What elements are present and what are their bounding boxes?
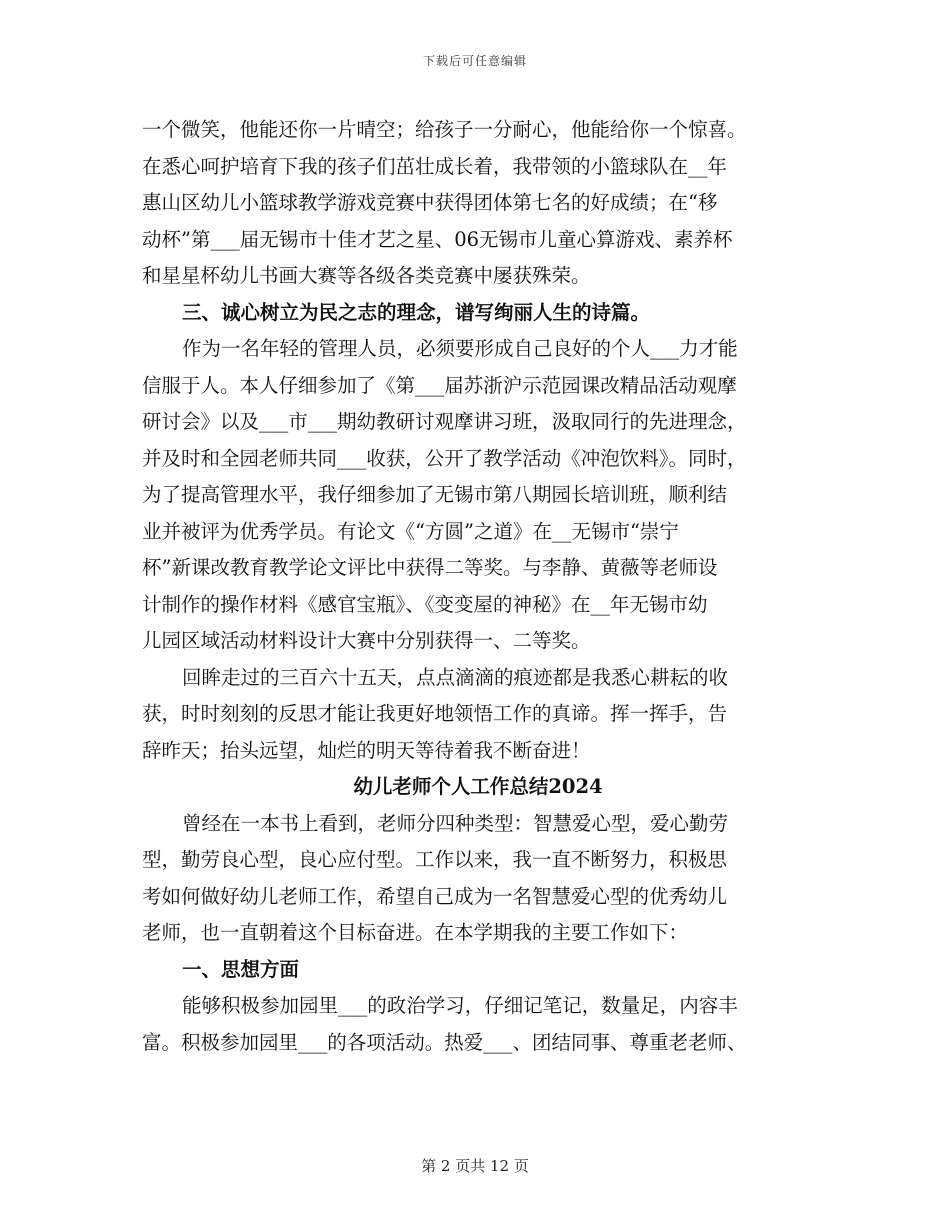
text-line: 富。积极参加园里___的各项活动。热爱___、团结同事、尊重老老师、 (142, 1030, 747, 1054)
paragraph-first-line: 回眸走过的三百六十五天，点点滴滴的痕迹都是我悉心耕耘的收 (182, 665, 729, 689)
text-line: 老师，也一直朝着这个目标奋进。在本学期我的主要工作如下： (142, 921, 689, 944)
text-line: 杯”新课改教育教学论文评比中获得二等奖。与李静、黄薇等老师设 (142, 556, 718, 579)
text-line: 在悉心呵护培育下我的孩子们茁壮成长着，我带领的小篮球队在__年 (142, 154, 728, 178)
paragraph-first-line: 能够积极参加园里___的政治学习，仔细记笔记，数量足，内容丰 (182, 994, 738, 1017)
document-body (142, 112, 814, 1061)
document-title: 幼儿老师个人工作总结2024 (353, 775, 603, 798)
paragraph-first-line: 作为一名年轻的管理人员，必须要形成自己良好的个人___力才能 (182, 337, 738, 360)
text-line: 并及时和全园老师共同___收获，公开了教学活动《冲泡饮料》。同时， (142, 446, 747, 470)
text-line: 信服于人。本人仔细参加了《第___届苏浙沪示范园课改精品活动观摩 (142, 373, 737, 397)
section-heading: 一、思想方面 (182, 957, 300, 981)
text-line: 和星星杯幼儿书画大赛等各级各类竞赛中屡获殊荣。 (142, 264, 591, 287)
text-line: 计制作的操作材料《感官宝瓶》、《变变屋的神秘》在__年无锡市幼 (142, 592, 708, 616)
text-line: 儿园区域活动材料设计大赛中分别获得一、二等奖。 (142, 629, 591, 652)
text-line: 动杯”第___届无锡市十佳才艺之星、06无锡市儿童心算游戏、素养杯 (142, 227, 733, 251)
page-header-note: 下载后可任意编辑 (422, 54, 527, 68)
text-line: 辞昨天；抬头远望，灿烂的明天等待着我不断奋进！ (142, 738, 591, 762)
text-line: 为了提高管理水平，我仔细参加了无锡市第八期园长培训班，顺利结 (142, 483, 728, 506)
text-line: 惠山区幼儿小篮球教学游戏竞赛中获得团体第七名的好成绩；在“移 (142, 191, 718, 214)
text-line: 研讨会》以及___市___期幼教研讨观摩讲习班，汲取同行的先进理念， (142, 410, 747, 433)
paragraph-first-line: 曾经在一本书上看到，老师分四种类型：智慧爱心型，爱心勤劳 (182, 811, 729, 835)
text-line: 一个微笑，他能还你一片晴空；给孩子一分耐心，他能给你一个惊喜。 (142, 118, 747, 141)
text-line: 型，勤劳良心型，良心应付型。工作以来，我一直不断努力，积极思 (142, 848, 728, 871)
text-line: 业并被评为优秀学员。有论文《“方圆”之道》在__无锡市“崇宁 (142, 519, 679, 543)
page-number: 第 2 页共 12 页 (421, 1157, 529, 1175)
text-line: 考如何做好幼儿老师工作，希望自己成为一名智慧爱心型的优秀幼儿 (142, 884, 728, 908)
text-line: 获，时时刻刻的反思才能让我更好地领悟工作的真谛。挥一挥手，告 (142, 702, 728, 725)
section-heading: 三、诚心树立为民之志的理念，谱写绚丽人生的诗篇。 (182, 300, 651, 324)
